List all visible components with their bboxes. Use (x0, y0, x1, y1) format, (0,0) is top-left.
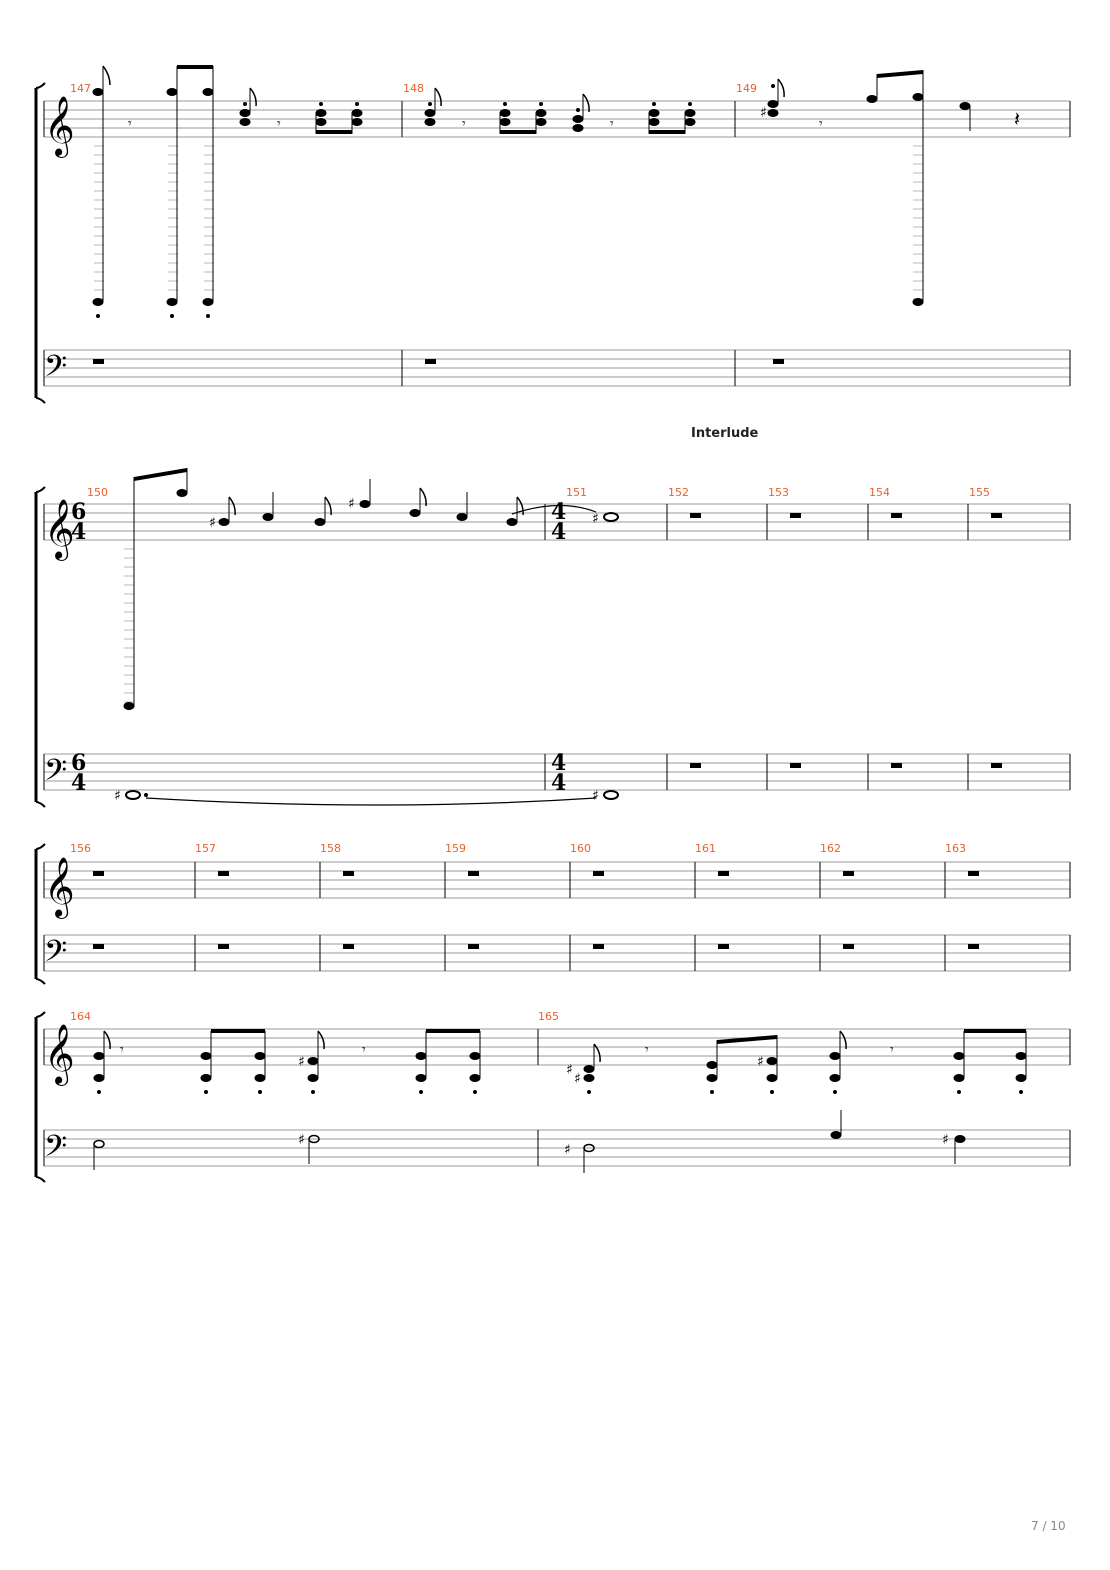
svg-text:♯: ♯ (348, 496, 355, 512)
time-sig-top: 4 (551, 499, 567, 525)
bass-clef: 𝄢 (44, 350, 68, 391)
ledger-lines (94, 146, 923, 299)
measure-number: 165 (538, 1010, 559, 1023)
measure-number: 158 (320, 842, 341, 855)
system-2 (36, 468, 1070, 807)
system-3 (36, 842, 1070, 984)
system-4 (36, 1010, 1070, 1182)
svg-text:♯: ♯ (942, 1132, 949, 1148)
bass-staff (44, 350, 1070, 386)
measure-number: 157 (195, 842, 216, 855)
measure-number: 160 (570, 842, 591, 855)
time-sig-bottom: 4 (551, 519, 567, 545)
svg-text:𝄽: 𝄽 (1014, 107, 1021, 131)
measure-number: 147 (70, 82, 91, 95)
svg-text:♯: ♯ (564, 1142, 571, 1158)
measure-number: 153 (768, 486, 789, 499)
measure-149-notes (760, 70, 1020, 306)
measure-number: 149 (736, 82, 757, 95)
treble-clef: 𝄞 (44, 857, 75, 917)
bass-clef: 𝄢 (44, 1130, 68, 1171)
svg-text:𝄾: 𝄾 (120, 1042, 124, 1058)
bass-notes (94, 1110, 965, 1173)
svg-text:𝄾: 𝄾 (890, 1042, 894, 1058)
measure-number: 159 (445, 842, 466, 855)
time-sig-bottom: 4 (71, 519, 87, 545)
treble-clef: 𝄞 (44, 1024, 75, 1084)
treble-rests (690, 513, 1002, 518)
measure-number: 154 (869, 486, 890, 499)
measure-number: 148 (403, 82, 424, 95)
svg-text:𝄾: 𝄾 (462, 116, 466, 132)
bass-clef: 𝄢 (44, 754, 68, 795)
measure-number: 152 (668, 486, 689, 499)
svg-text:𝄾: 𝄾 (277, 116, 281, 132)
measure-148-notes (425, 88, 695, 134)
svg-text:𝄾: 𝄾 (362, 1042, 366, 1058)
svg-text:♯: ♯ (757, 1054, 764, 1070)
measure-165-notes (566, 1029, 1026, 1094)
system-1 (36, 65, 1070, 403)
measure-number: 161 (695, 842, 716, 855)
bass-staff (44, 935, 1070, 971)
svg-text:♯: ♯ (298, 1132, 305, 1148)
bass-staff (44, 1130, 1070, 1166)
measure-number: 155 (969, 486, 990, 499)
time-sig-bottom: 4 (551, 770, 567, 796)
measure-147-notes (93, 65, 362, 318)
treble-clef: 𝄞 (44, 96, 75, 156)
bass-rests (93, 359, 784, 364)
time-sig-bottom: 4 (71, 770, 87, 796)
time-sig-top: 6 (71, 750, 87, 776)
page-number: 7 / 10 (1031, 1519, 1066, 1533)
svg-text:𝄾: 𝄾 (819, 116, 823, 132)
svg-text:♯: ♯ (209, 515, 216, 531)
treble-clef: 𝄞 (44, 499, 75, 559)
svg-text:♯: ♯ (114, 788, 121, 804)
section-label: Interlude (691, 426, 759, 441)
measure-number: 162 (820, 842, 841, 855)
svg-text:♯: ♯ (298, 1054, 305, 1070)
measure-number: 164 (70, 1010, 91, 1023)
time-sig-top: 4 (551, 750, 567, 776)
time-sig-top: 6 (71, 499, 87, 525)
treble-staff (44, 101, 1070, 137)
svg-text:𝄾: 𝄾 (645, 1042, 649, 1058)
measure-164-notes (94, 1029, 480, 1094)
treble-staff (44, 862, 1070, 898)
svg-text:♯: ♯ (574, 1071, 581, 1087)
rests (93, 871, 979, 949)
svg-text:𝄾: 𝄾 (610, 116, 614, 132)
svg-text:𝄾: 𝄾 (128, 116, 132, 132)
measure-number: 163 (945, 842, 966, 855)
measure-number: 151 (566, 486, 587, 499)
treble-staff (44, 1029, 1070, 1065)
bass-clef: 𝄢 (44, 935, 68, 976)
measure-number: 156 (70, 842, 91, 855)
svg-text:♯: ♯ (592, 788, 599, 804)
measure-number: 150 (87, 486, 108, 499)
svg-text:♯: ♯ (592, 511, 599, 527)
svg-text:♯: ♯ (566, 1062, 573, 1078)
sharp-sign: ♯ (760, 105, 767, 121)
